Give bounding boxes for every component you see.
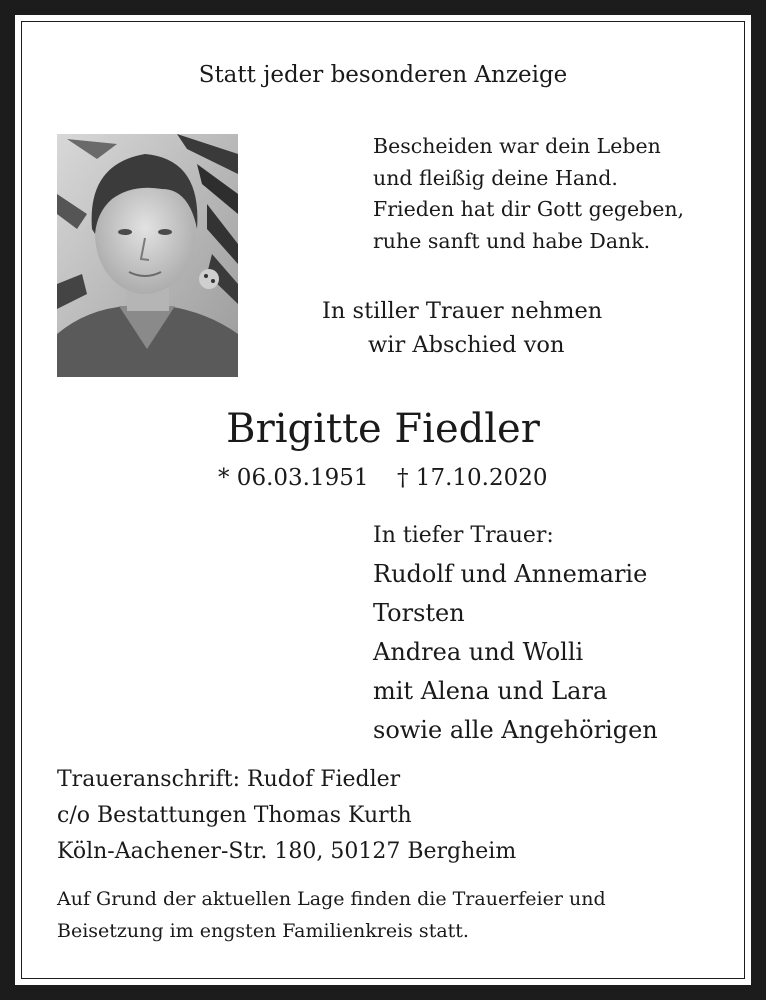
poem-line: Bescheiden war dein Leben (373, 134, 661, 158)
poem-line: Frieden hat dir Gott gegeben, (373, 197, 685, 221)
family-member: Torsten (373, 599, 465, 627)
address-line: c/o Bestattungen Thomas Kurth (57, 803, 412, 828)
mourning-line: wir Abschied von (368, 332, 565, 358)
family-heading: In tiefer Trauer: (373, 523, 554, 548)
headline: Statt jeder besonderen Anzeige (198, 62, 568, 88)
birth-date: * 06.03.1951 (218, 465, 369, 491)
family-member: sowie alle Angehörigen (373, 716, 658, 744)
funeral-notice (57, 883, 606, 947)
family-member: Rudolf und Annemarie (373, 560, 648, 588)
mourning-statement (322, 294, 602, 362)
notice-line: Beisetzung im engsten Familienkreis statt. (57, 920, 469, 942)
poem (373, 131, 684, 257)
address-line: Traueranschrift: Rudof Fiedler (57, 767, 401, 792)
family-list (373, 516, 658, 750)
deceased-name: Brigitte Fiedler (226, 406, 540, 452)
family-member: mit Alena und Lara (373, 677, 608, 705)
portrait-photo (57, 134, 238, 377)
notice-line: Auf Grund der aktuellen Lage finden die Trauerfeier und (57, 888, 606, 910)
poem-line: und fleißig deine Hand. (373, 165, 618, 190)
death-date: † 17.10.2020 (397, 465, 548, 491)
mourning-line: In stiller Trauer nehmen (322, 298, 603, 324)
address-line: Köln-Aachener-Str. 180, 50127 Bergheim (57, 839, 517, 864)
poem-line: ruhe sanft und habe Dank. (373, 228, 651, 253)
portrait-photo-icon (57, 134, 238, 377)
mourning-address (57, 762, 516, 870)
family-member: Andrea und Wolli (373, 638, 584, 666)
